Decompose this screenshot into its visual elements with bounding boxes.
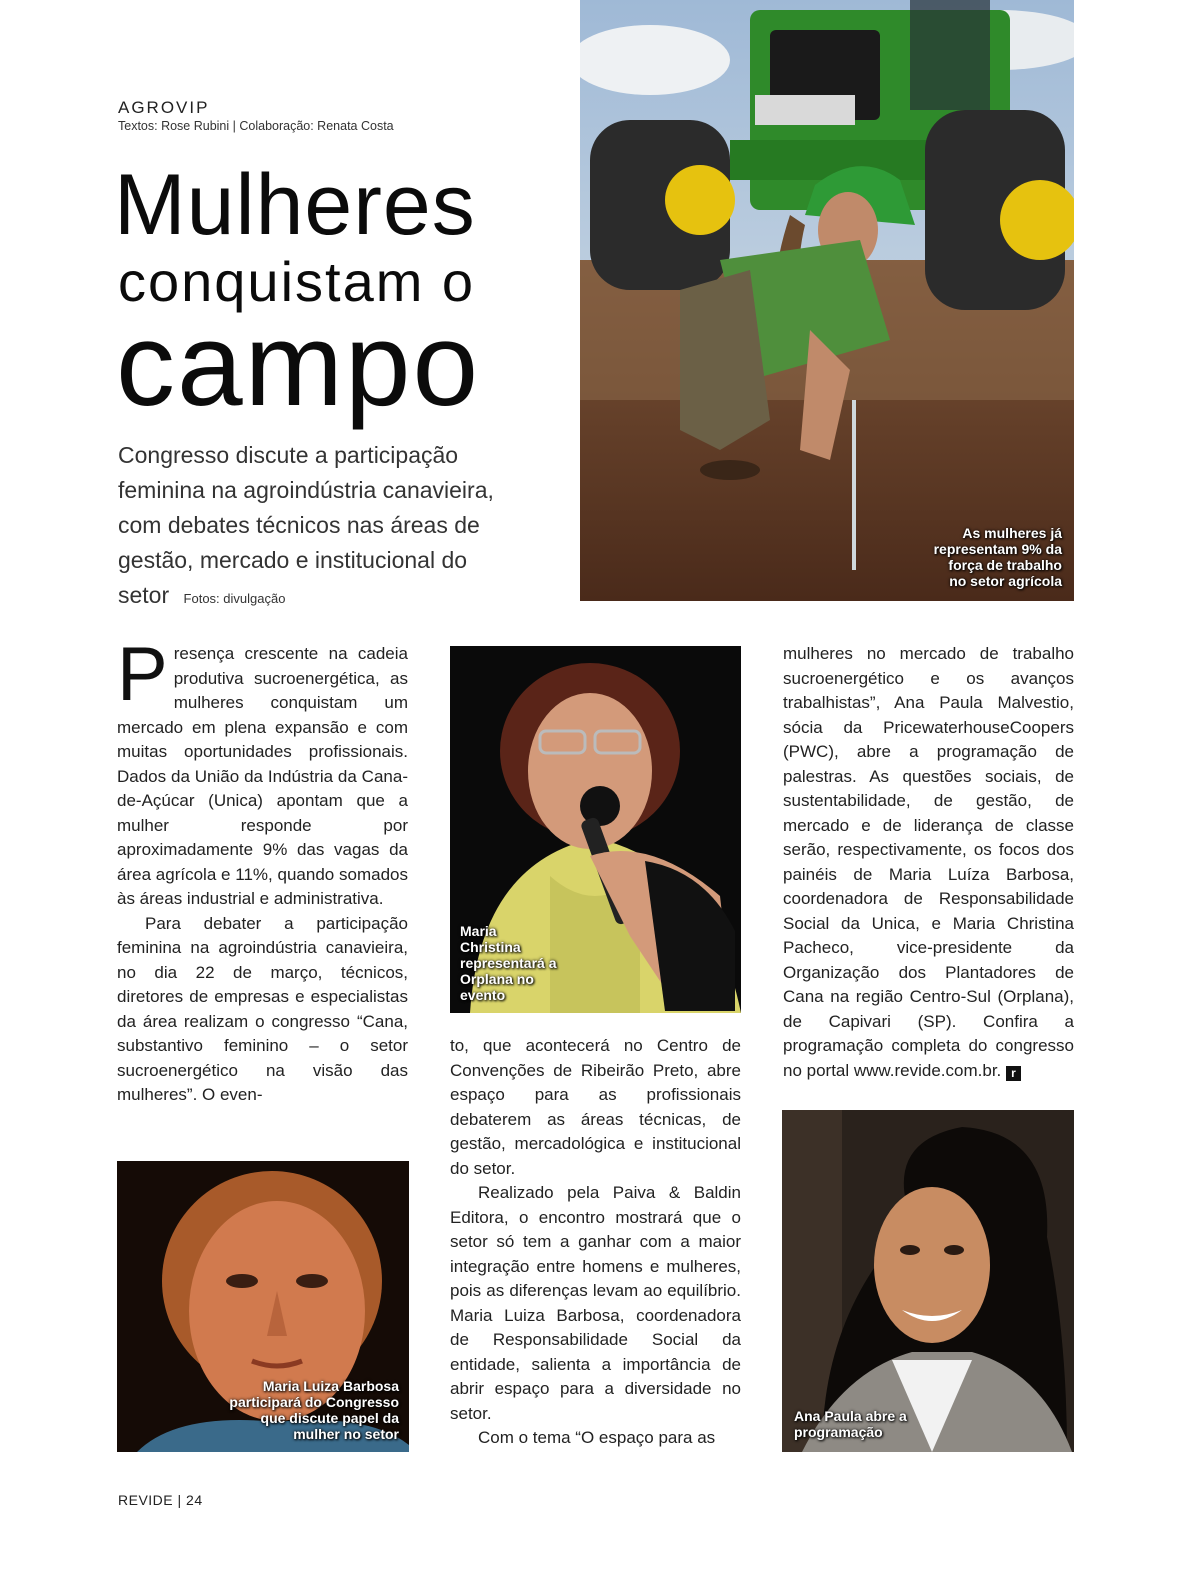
article-column-2 [450, 1034, 741, 1451]
maria-luiza-caption: Maria Luiza Barbosa participará do Congresso que discute papel da mulher no setor [229, 1378, 399, 1442]
maria-christina-photo [450, 646, 741, 1013]
section-label: AGROVIP [118, 98, 210, 117]
subtitle-text: Congresso discute a participação feminina na agroindústria canavieira, com debates técnicos nas áreas de gestão, mercado e institucional do setor [118, 442, 494, 608]
article-paragraph: Para debater a participação feminina na agroindústria canavieira, no dia 22 de março, técnicos, diretores de empresas e especialistas da área realizam o congresso “Cana, substantivo feminino – o setor sucroenergético na visão das mulheres”. O even- [117, 913, 408, 1104]
ana-paula-photo [782, 1110, 1074, 1452]
article-paragraph: Com o tema “O espaço para as [478, 1428, 716, 1447]
ana-paula-caption: Ana Paula abre a programação [794, 1408, 907, 1440]
tractor-photo-illustration [580, 0, 1074, 601]
maria-luiza-photo [117, 1161, 409, 1452]
article-paragraph: Realizado pela Paiva & Baldin Editora, o encontro mostrará que o setor só tem a ganhar com a maior integração entre homens e mulheres, pois as diferenças levam ao equilíbrio. Maria Luiza Barbosa, coordenadora de Responsabilidade Social da entidade, salienta a importância de abrir espaço para a diversidade no setor. [450, 1183, 741, 1423]
end-of-article-mark: r [1006, 1066, 1021, 1081]
headline-line-2: conquistam o [118, 250, 476, 313]
paragraph-text: mulheres no mercado de trabalho sucroenergético e os avanços trabalhistas”, Ana Paula Malvestio, sócia da PricewaterhouseCoopers (PWC), abre a programação de palestras. As questões sociais, de sustentabilidade, de gestão, de mercado e de liderança de classe serão, respectivamente, os focos dos painéis de Maria Luíza Barbosa, coordenadora de Responsabilidade Social da Unica, e Maria Christina Pacheco, vice-presidente da Organização dos Plantadores de Cana na região Centro-Sul (Orplana), de Capivari (SP). Confira a programação completa do congresso no portal www.revide.com.br. [783, 644, 1074, 1080]
article-paragraph [117, 632, 408, 912]
article-column-3 [783, 642, 1074, 1083]
page-footer: REVIDE | 24 [118, 1492, 203, 1508]
paragraph-text: resença crescente na cadeia produtiva sucroenergética, as mulheres conquistam um mercado em plena expansão e com muitas oportunidades profissionais. Dados da União da Indústria da Cana-de-Açúcar (Unica) apontam que a mulher responde por aproximadamente 9% das vagas da área agrícola e 11%, quando somados às áreas industrial e administrativa. [117, 644, 408, 908]
tractor-caption: As mulheres já representam 9% da força de trabalho no setor agrícola [933, 525, 1062, 589]
maria-christina-caption: Maria Christina representará a Orplana no evento [460, 923, 557, 1003]
article-column-1 [117, 632, 408, 1108]
headline-line-1: Mulheres [114, 157, 476, 253]
photo-credit: Fotos: divulgação [183, 591, 286, 606]
tractor-photo [580, 0, 1074, 601]
subtitle [118, 438, 518, 616]
ana-paula-illustration [782, 1110, 1074, 1452]
headline-line-3: campo [116, 299, 481, 431]
author-credits: Textos: Rose Rubini | Colaboração: Renata Costa [118, 119, 394, 133]
drop-cap: P [117, 632, 168, 717]
article-paragraph: to, que acontecerá no Centro de Convenções de Ribeirão Preto, abre espaço para as profissionais debaterem as áreas técnicas, de gestão, mercadológica e institucional do setor. [450, 1036, 741, 1178]
article-paragraph [783, 642, 1074, 1083]
